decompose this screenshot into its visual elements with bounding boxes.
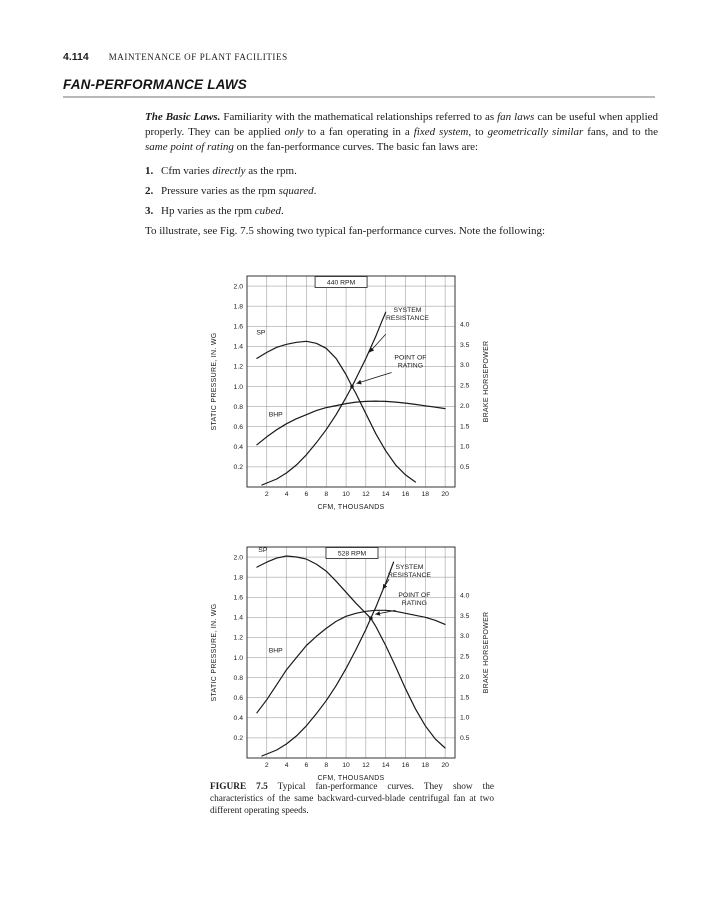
- x-tick-label: 12: [362, 491, 370, 498]
- y-tick-label: 1.2: [233, 634, 243, 642]
- x-tick-label: 16: [401, 491, 410, 498]
- hp-tick-label: 3.0: [460, 633, 470, 641]
- y-tick-label: 0.4: [233, 715, 243, 723]
- text-segment: squared: [278, 185, 314, 197]
- text-segment: fan laws: [497, 111, 535, 123]
- y2-axis-title: BRAKE HORSEPOWER: [483, 340, 490, 423]
- hp-tick-label: 1.5: [460, 694, 470, 702]
- curve-sp: [257, 556, 445, 748]
- x-tick-label: 14: [381, 762, 390, 769]
- point-of-rating-dot: [350, 385, 354, 389]
- y-tick-label: 0.2: [233, 464, 243, 472]
- fan-performance-chart-440rpm: [196, 260, 506, 522]
- running-head: MAINTENANCE OF PLANT FACILITIES: [108, 52, 288, 62]
- chart-annotation: RATING: [397, 362, 424, 370]
- hp-tick-label: 1.0: [460, 443, 470, 451]
- chart-annotation: POINT OF: [398, 592, 431, 600]
- x-tick-label: 6: [304, 762, 309, 769]
- text-segment: fans, and to the: [583, 126, 659, 138]
- x-tick-label: 18: [421, 762, 430, 769]
- x-tick-label: 18: [421, 491, 430, 498]
- x-tick-label: 2: [264, 491, 269, 498]
- hp-tick-label: 2.0: [460, 402, 470, 410]
- hp-tick-label: 2.5: [460, 653, 470, 661]
- intro-paragraph: [145, 110, 658, 155]
- x-tick-label: 8: [324, 762, 329, 769]
- text-segment: Cfm varies: [161, 165, 213, 177]
- hp-tick-label: 4.0: [460, 321, 470, 329]
- chart-annotation: POINT OF: [394, 354, 427, 362]
- chart-annotation: SP: [256, 329, 266, 337]
- y-tick-label: 0.2: [233, 735, 243, 743]
- y-tick-label: 1.0: [233, 654, 243, 662]
- text-segment: .: [313, 185, 317, 197]
- x-axis-title: CFM, THOUSANDS: [317, 775, 385, 782]
- y-tick-label: 2.0: [233, 283, 243, 291]
- text-segment: fixed system: [413, 126, 469, 138]
- text-segment: Familiarity with the mathematical relationships referred to as: [220, 111, 498, 123]
- text-segment: as the rpm.: [245, 165, 297, 177]
- chart-annotation: SYSTEM: [393, 307, 422, 315]
- chart-annotation: SYSTEM: [395, 564, 424, 572]
- x-tick-label: 16: [401, 762, 410, 769]
- section-rule: [63, 96, 655, 98]
- x-tick-label: 20: [441, 762, 449, 769]
- hp-tick-label: 0.5: [460, 734, 470, 742]
- x-tick-label: 2: [264, 762, 269, 769]
- y-tick-label: 1.4: [233, 343, 243, 351]
- x-tick-label: 12: [362, 762, 370, 769]
- text-segment: .: [281, 205, 284, 217]
- x-tick-label: 10: [342, 762, 350, 769]
- rpm-label: 528 RPM: [337, 550, 367, 558]
- y-tick-label: 1.6: [233, 323, 243, 331]
- fan-laws-list: [145, 164, 658, 219]
- text-segment: FIGURE 7.5: [210, 782, 268, 792]
- law-number: 2.: [145, 185, 154, 197]
- y-tick-label: 0.8: [233, 674, 243, 682]
- y-tick-label: 1.8: [233, 303, 243, 311]
- y-axis-title: STATIC PRESSURE, IN. WG: [211, 332, 218, 431]
- y-axis-title: STATIC PRESSURE, IN. WG: [211, 603, 218, 702]
- body-column: [145, 110, 658, 239]
- text-segment: The Basic Laws.: [145, 111, 221, 123]
- x-tick-label: 8: [324, 491, 329, 498]
- y-tick-label: 1.4: [233, 614, 243, 622]
- chart-annotation: BHP: [268, 411, 283, 419]
- y-tick-label: 0.8: [233, 403, 243, 411]
- hp-tick-label: 0.5: [460, 463, 470, 471]
- x-tick-label: 14: [381, 491, 390, 498]
- figure-caption: [210, 782, 494, 817]
- y-tick-label: 1.0: [233, 383, 243, 391]
- x-tick-label: 4: [284, 762, 289, 769]
- fan-law-item: [145, 204, 658, 219]
- chart-annotation: BHP: [268, 647, 283, 655]
- x-tick-label: 6: [304, 491, 309, 498]
- page-header: [63, 51, 288, 63]
- text-segment: Pressure varies as the rpm: [161, 185, 279, 197]
- illustrate-paragraph: [145, 224, 658, 239]
- text-segment: To illustrate, see Fig. 7.5 showing two typical fan-performance curves. Note the following:: [145, 225, 546, 237]
- hp-tick-label: 1.5: [460, 423, 470, 431]
- hp-tick-label: 3.0: [460, 362, 470, 370]
- point-of-rating-dot: [369, 617, 373, 621]
- page-number: 4.114: [63, 51, 89, 63]
- chart-annotation: RESISTANCE: [387, 572, 431, 580]
- section-title: FAN-PERFORMANCE LAWS: [63, 77, 247, 92]
- fan-law-item: [145, 184, 658, 199]
- curve-bhp: [257, 401, 445, 445]
- hp-tick-label: 2.0: [460, 673, 470, 681]
- hp-tick-label: 4.0: [460, 592, 470, 600]
- text-segment: can be useful when applied properly. They can be applied: [145, 111, 659, 138]
- text-segment: , to: [468, 126, 488, 138]
- annotation-arrow: [369, 334, 385, 352]
- y-tick-label: 1.8: [233, 574, 243, 582]
- hp-tick-label: 3.5: [460, 341, 470, 349]
- chart-annotation: SP: [258, 547, 268, 555]
- y-tick-label: 0.4: [233, 444, 243, 452]
- annotation-arrow: [356, 372, 391, 383]
- text-segment: only: [284, 126, 304, 138]
- law-number: 1.: [145, 165, 154, 177]
- text-segment: geometrically similar: [487, 126, 584, 138]
- hp-tick-label: 3.5: [460, 612, 470, 620]
- text-segment: to a fan operating in a: [303, 126, 414, 138]
- y-tick-label: 1.2: [233, 363, 243, 371]
- curve-system-resistance: [262, 562, 394, 756]
- text-segment: on the fan-performance curves. The basic fan laws are:: [233, 141, 479, 153]
- plot-border: [247, 276, 455, 487]
- text-segment: same point of rating: [145, 141, 234, 153]
- curve-bhp: [257, 610, 445, 713]
- y-tick-label: 1.6: [233, 594, 243, 602]
- x-axis-title: CFM, THOUSANDS: [317, 504, 385, 511]
- hp-tick-label: 2.5: [460, 382, 470, 390]
- y-tick-label: 2.0: [233, 554, 243, 562]
- text-segment: cubed: [254, 205, 282, 217]
- chart-annotation: RATING: [401, 600, 427, 608]
- x-tick-label: 10: [342, 491, 350, 498]
- curve-system-resistance: [262, 312, 386, 485]
- text-segment: directly: [212, 165, 246, 177]
- hp-tick-label: 1.0: [460, 714, 470, 722]
- chart-annotation: RESISTANCE: [385, 315, 429, 323]
- fan-law-item: [145, 164, 658, 179]
- text-segment: Typical fan-performance curves. They show the characteristics of the same backward-curved-blade centrifugal fan at two different operating speeds.: [210, 782, 494, 816]
- law-number: 3.: [145, 205, 154, 217]
- y-tick-label: 0.6: [233, 695, 243, 703]
- x-tick-label: 4: [284, 491, 289, 498]
- x-tick-label: 20: [441, 491, 449, 498]
- y2-axis-title: BRAKE HORSEPOWER: [483, 611, 490, 694]
- y-tick-label: 0.6: [233, 424, 243, 432]
- text-segment: Hp varies as the rpm: [161, 205, 255, 217]
- rpm-label: 440 RPM: [326, 279, 356, 287]
- fan-performance-chart-528rpm: [196, 531, 506, 793]
